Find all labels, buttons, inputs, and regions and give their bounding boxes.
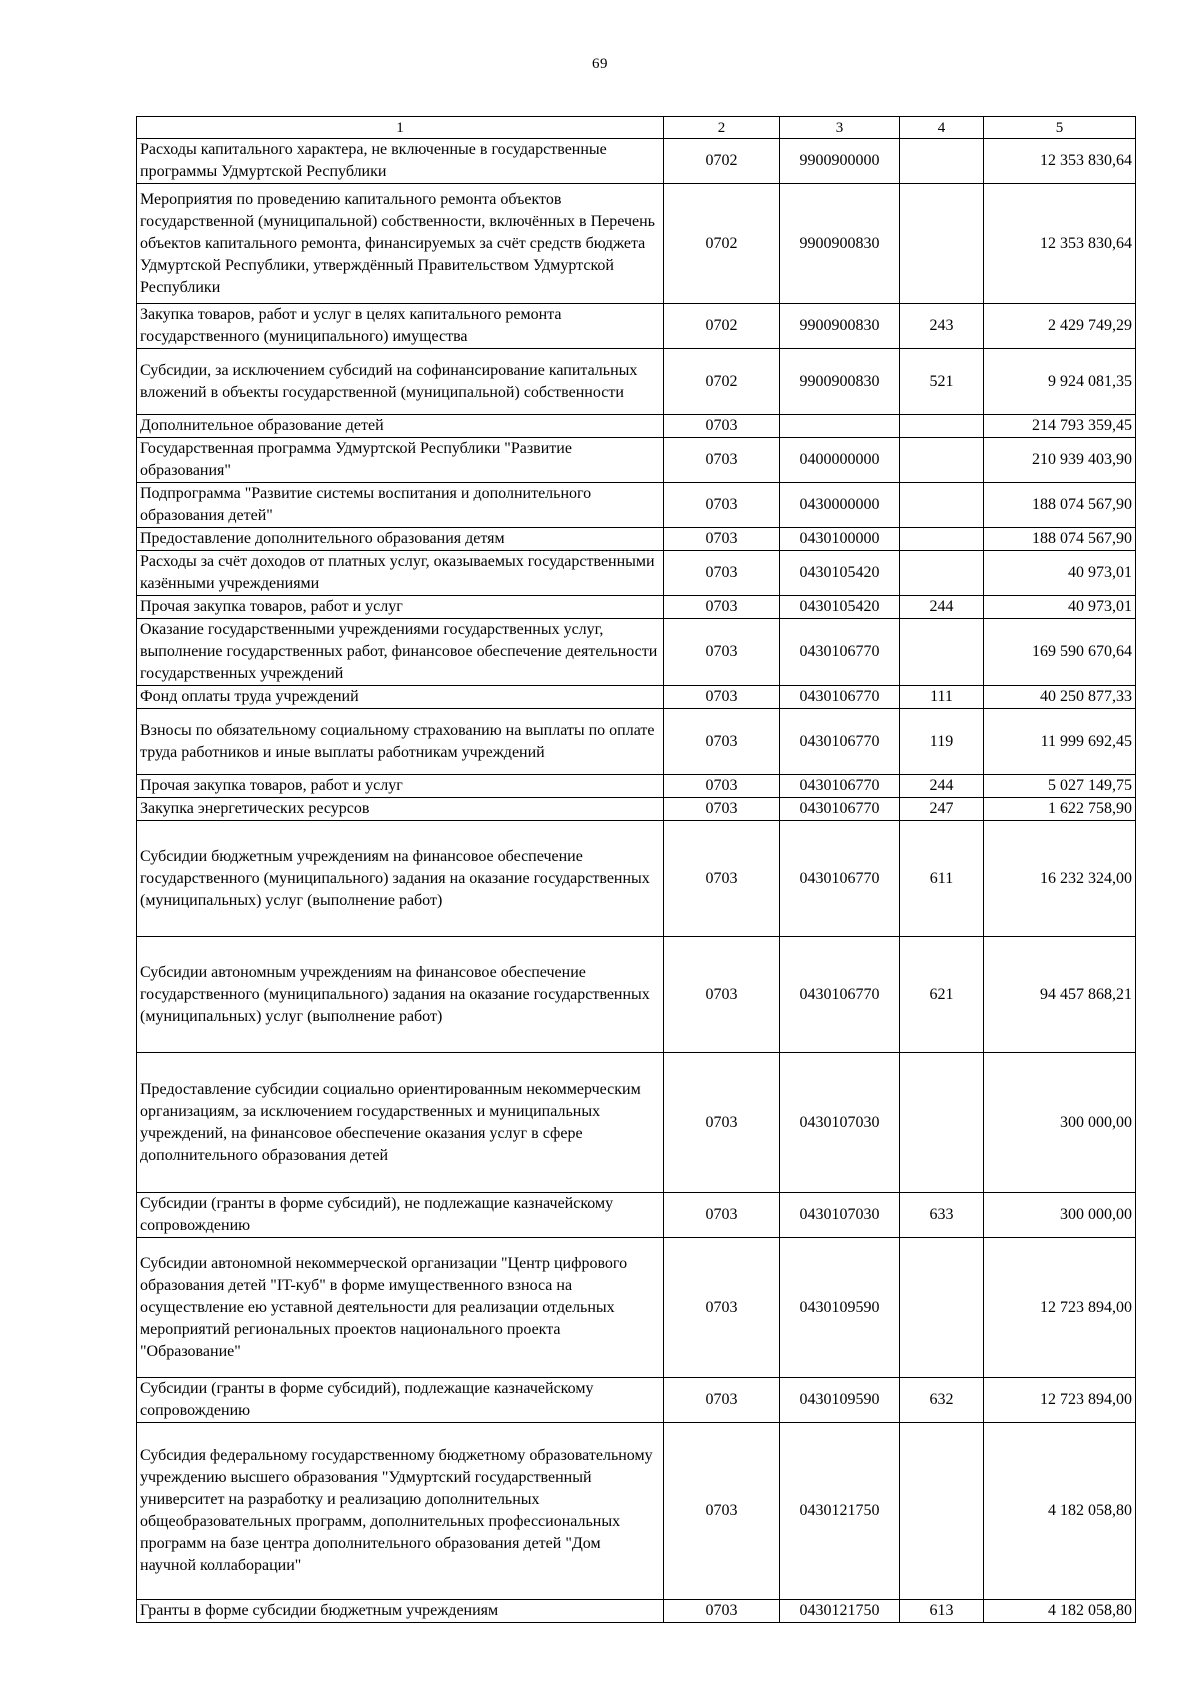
cell-expense-type-code (900, 415, 984, 438)
cell-expense-type-code (900, 528, 984, 551)
cell-name: Предоставление субсидии социально ориентированным некоммерческим организациям, за исключением государственных и муниципальных учреждений, на финансовое обеспечение оказания услуг в сфере дополнительного образования детей (137, 1053, 664, 1193)
cell-target-article-code: 0400000000 (780, 438, 900, 483)
cell-section-code: 0703 (664, 686, 780, 709)
table-row (137, 438, 1136, 483)
cell-target-article-code: 0430107030 (780, 1193, 900, 1238)
cell-section-code: 0703 (664, 798, 780, 821)
cell-target-article-code: 0430106770 (780, 709, 900, 775)
cell-target-article-code: 9900900830 (780, 349, 900, 415)
cell-target-article-code: 9900900000 (780, 139, 900, 184)
cell-amount: 12 353 830,64 (984, 184, 1136, 304)
cell-name: Государственная программа Удмуртской Республики "Развитие образования" (137, 438, 664, 483)
cell-expense-type-code (900, 1423, 984, 1600)
cell-expense-type-code (900, 619, 984, 686)
cell-section-code: 0703 (664, 596, 780, 619)
cell-target-article-code: 0430000000 (780, 483, 900, 528)
cell-target-article-code: 0430107030 (780, 1053, 900, 1193)
cell-amount: 169 590 670,64 (984, 619, 1136, 686)
cell-name: Субсидии автономной некоммерческой организации "Центр цифрового образования детей "IT-куб" в форме имущественного взноса на осуществление ею уставной деятельности для реализации отдельных мероприятий региональных проектов национального проекта "Образование" (137, 1238, 664, 1378)
table-row (137, 304, 1136, 349)
cell-target-article-code (780, 415, 900, 438)
cell-name: Прочая закупка товаров, работ и услуг (137, 775, 664, 798)
cell-target-article-code: 0430106770 (780, 937, 900, 1053)
cell-name: Закупка товаров, работ и услуг в целях капитального ремонта государственного (муниципального) имущества (137, 304, 664, 349)
cell-name: Оказание государственными учреждениями государственных услуг, выполнение государственных работ, финансовое обеспечение деятельности государственных учреждений (137, 619, 664, 686)
cell-expense-type-code: 243 (900, 304, 984, 349)
page-number: 69 (592, 56, 608, 72)
cell-target-article-code: 0430109590 (780, 1238, 900, 1378)
cell-target-article-code: 0430106770 (780, 775, 900, 798)
cell-section-code: 0703 (664, 775, 780, 798)
cell-amount: 188 074 567,90 (984, 528, 1136, 551)
table-row (137, 528, 1136, 551)
cell-target-article-code: 0430121750 (780, 1600, 900, 1623)
cell-name: Дополнительное образование детей (137, 415, 664, 438)
header-col-5: 5 (984, 117, 1136, 139)
cell-amount: 40 973,01 (984, 596, 1136, 619)
cell-name: Расходы капитального характера, не включенные в государственные программы Удмуртской Республики (137, 139, 664, 184)
cell-name: Субсидии автономным учреждениям на финансовое обеспечение государственного (муниципального) задания на оказание государственных (муниципальных) услуг (выполнение работ) (137, 937, 664, 1053)
cell-section-code: 0703 (664, 1378, 780, 1423)
cell-expense-type-code (900, 139, 984, 184)
table-row (137, 619, 1136, 686)
cell-expense-type-code: 521 (900, 349, 984, 415)
cell-section-code: 0702 (664, 349, 780, 415)
cell-amount: 12 723 894,00 (984, 1238, 1136, 1378)
table-row (137, 1378, 1136, 1423)
cell-amount: 210 939 403,90 (984, 438, 1136, 483)
table-row (137, 551, 1136, 596)
cell-name: Взносы по обязательному социальному страхованию на выплаты по оплате труда работников и иные выплаты работникам учреждений (137, 709, 664, 775)
cell-expense-type-code: 611 (900, 821, 984, 937)
cell-amount: 2 429 749,29 (984, 304, 1136, 349)
table-row (137, 1600, 1136, 1623)
cell-expense-type-code (900, 551, 984, 596)
cell-section-code: 0702 (664, 184, 780, 304)
cell-amount: 40 250 877,33 (984, 686, 1136, 709)
cell-amount: 11 999 692,45 (984, 709, 1136, 775)
cell-target-article-code: 9900900830 (780, 304, 900, 349)
table-row (137, 1423, 1136, 1600)
cell-name: Предоставление дополнительного образования детям (137, 528, 664, 551)
cell-section-code: 0703 (664, 551, 780, 596)
cell-target-article-code: 0430105420 (780, 596, 900, 619)
cell-name: Субсидии (гранты в форме субсидий), подлежащие казначейскому сопровождению (137, 1378, 664, 1423)
cell-amount: 9 924 081,35 (984, 349, 1136, 415)
table-row (137, 821, 1136, 937)
table-row (137, 1238, 1136, 1378)
table-row (137, 184, 1136, 304)
cell-target-article-code: 0430106770 (780, 798, 900, 821)
cell-name: Закупка энергетических ресурсов (137, 798, 664, 821)
cell-expense-type-code: 111 (900, 686, 984, 709)
cell-target-article-code: 0430106770 (780, 686, 900, 709)
header-col-1: 1 (137, 117, 664, 139)
cell-name: Мероприятия по проведению капитального ремонта объектов государственной (муниципальной) собственности, включённых в Перечень объектов капитального ремонта, финансируемых за счёт средств бюджета Удмуртской Республики, утверждённый Правительством Удмуртской Республики (137, 184, 664, 304)
table-row (137, 1193, 1136, 1238)
cell-name: Субсидии, за исключением субсидий на софинансирование капитальных вложений в объекты государственной (муниципальной) собственности (137, 349, 664, 415)
cell-section-code: 0703 (664, 709, 780, 775)
cell-expense-type-code (900, 1238, 984, 1378)
table-body (137, 139, 1136, 1623)
table-row (137, 686, 1136, 709)
cell-amount: 4 182 058,80 (984, 1423, 1136, 1600)
cell-name: Субсидии (гранты в форме субсидий), не подлежащие казначейскому сопровождению (137, 1193, 664, 1238)
cell-section-code: 0703 (664, 937, 780, 1053)
cell-expense-type-code: 632 (900, 1378, 984, 1423)
cell-section-code: 0703 (664, 619, 780, 686)
cell-section-code: 0703 (664, 438, 780, 483)
table-row (137, 596, 1136, 619)
cell-section-code: 0703 (664, 1193, 780, 1238)
header-col-3: 3 (780, 117, 900, 139)
cell-amount: 16 232 324,00 (984, 821, 1136, 937)
cell-amount: 12 723 894,00 (984, 1378, 1136, 1423)
cell-expense-type-code: 247 (900, 798, 984, 821)
cell-amount: 94 457 868,21 (984, 937, 1136, 1053)
table-row (137, 415, 1136, 438)
table-header-row (137, 117, 1136, 139)
cell-name: Фонд оплаты труда учреждений (137, 686, 664, 709)
cell-section-code: 0703 (664, 1238, 780, 1378)
cell-amount: 300 000,00 (984, 1053, 1136, 1193)
cell-section-code: 0703 (664, 1600, 780, 1623)
header-col-2: 2 (664, 117, 780, 139)
table-row (137, 775, 1136, 798)
cell-amount: 5 027 149,75 (984, 775, 1136, 798)
cell-section-code: 0703 (664, 483, 780, 528)
cell-section-code: 0702 (664, 139, 780, 184)
cell-expense-type-code (900, 483, 984, 528)
table-row (137, 709, 1136, 775)
cell-amount: 4 182 058,80 (984, 1600, 1136, 1623)
table-row (137, 139, 1136, 184)
cell-target-article-code: 0430109590 (780, 1378, 900, 1423)
cell-section-code: 0703 (664, 528, 780, 551)
cell-name: Прочая закупка товаров, работ и услуг (137, 596, 664, 619)
cell-target-article-code: 9900900830 (780, 184, 900, 304)
cell-expense-type-code: 621 (900, 937, 984, 1053)
cell-amount: 1 622 758,90 (984, 798, 1136, 821)
cell-expense-type-code (900, 438, 984, 483)
cell-target-article-code: 0430100000 (780, 528, 900, 551)
cell-expense-type-code: 613 (900, 1600, 984, 1623)
cell-amount: 188 074 567,90 (984, 483, 1136, 528)
cell-name: Субсидии бюджетным учреждениям на финансовое обеспечение государственного (муниципального) задания на оказание государственных (муниципальных) услуг (выполнение работ) (137, 821, 664, 937)
table-row (137, 349, 1136, 415)
cell-expense-type-code: 244 (900, 596, 984, 619)
cell-expense-type-code: 244 (900, 775, 984, 798)
cell-amount: 12 353 830,64 (984, 139, 1136, 184)
cell-amount: 40 973,01 (984, 551, 1136, 596)
cell-amount: 300 000,00 (984, 1193, 1136, 1238)
cell-name: Субсидия федеральному государственному бюджетному образовательному учреждению высшего образования "Удмуртский государственный университет на разработку и реализацию дополнительных общеобразовательных программ, дополнительных профессиональных программ на базе центра дополнительного образования детей "Дом научной коллаборации" (137, 1423, 664, 1600)
cell-name: Подпрограмма "Развитие системы воспитания и дополнительного образования детей" (137, 483, 664, 528)
cell-section-code: 0703 (664, 821, 780, 937)
table-row (137, 483, 1136, 528)
cell-expense-type-code (900, 184, 984, 304)
cell-expense-type-code (900, 1053, 984, 1193)
cell-target-article-code: 0430106770 (780, 821, 900, 937)
budget-table (136, 116, 1136, 1623)
cell-amount: 214 793 359,45 (984, 415, 1136, 438)
cell-expense-type-code: 633 (900, 1193, 984, 1238)
table-row (137, 1053, 1136, 1193)
cell-target-article-code: 0430106770 (780, 619, 900, 686)
table-row (137, 798, 1136, 821)
cell-name: Гранты в форме субсидии бюджетным учреждениям (137, 1600, 664, 1623)
cell-name: Расходы за счёт доходов от платных услуг, оказываемых государственными казёнными учреждениями (137, 551, 664, 596)
cell-target-article-code: 0430105420 (780, 551, 900, 596)
cell-section-code: 0703 (664, 1423, 780, 1600)
cell-section-code: 0703 (664, 1053, 780, 1193)
cell-target-article-code: 0430121750 (780, 1423, 900, 1600)
cell-section-code: 0702 (664, 304, 780, 349)
cell-expense-type-code: 119 (900, 709, 984, 775)
cell-section-code: 0703 (664, 415, 780, 438)
table-row (137, 937, 1136, 1053)
header-col-4: 4 (900, 117, 984, 139)
